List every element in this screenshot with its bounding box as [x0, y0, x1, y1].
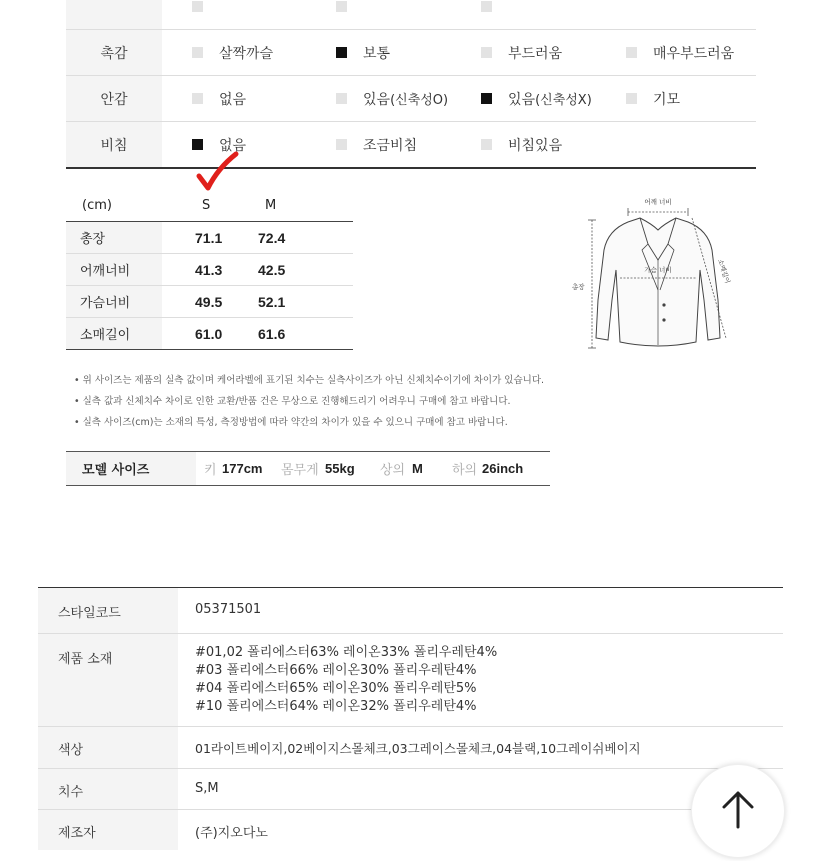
model-height-key: 키 — [204, 463, 217, 478]
info-label: 제품 소재 — [38, 634, 178, 726]
note-line: • 실측 값과 신체치수 차이로 인한 교환/반품 건은 무상으로 진행해드리기 어려우니 구매에 참고 바랍니다. — [74, 396, 511, 407]
option-label: 있음 — [363, 91, 391, 108]
model-top-key: 상의 — [380, 463, 406, 478]
attribute-row-top-cut — [66, 0, 756, 30]
info-label: 색상 — [38, 727, 178, 768]
size-value: 49.5 — [195, 293, 223, 310]
checkbox-checked-icon — [192, 139, 203, 150]
attribute-label: 비침 — [66, 122, 162, 167]
checkbox-icon — [192, 1, 203, 12]
size-value: 41.3 — [195, 261, 223, 278]
attribute-row-sheerness — [66, 122, 756, 169]
info-value: 01라이트베이지,02베이지스몰체크,03그레이스몰체크,04블랙,10그레이쉬베이지 — [195, 741, 641, 756]
chest-label: 가슴 너비 — [644, 266, 672, 274]
option-label: 부드러움 — [508, 45, 563, 62]
info-row-style-code — [38, 588, 783, 634]
size-row-chest — [66, 286, 353, 318]
attribute-row-lining — [66, 76, 756, 122]
size-header-s: S — [202, 198, 211, 213]
checkbox-icon — [192, 93, 203, 104]
checkbox-checked-icon — [481, 93, 492, 104]
info-label: 제조자 — [38, 810, 178, 850]
option-label: 조금비침 — [363, 137, 418, 154]
size-value: 42.5 — [258, 261, 286, 278]
shoulder-label: 어깨 너비 — [644, 198, 672, 206]
size-value: 71.1 — [195, 229, 223, 246]
checkbox-icon — [336, 93, 347, 104]
unit-label: (cm) — [82, 198, 112, 213]
option-detail: (신축성X) — [535, 93, 592, 108]
attribute-table — [66, 0, 756, 169]
info-value: (주)지오다노 — [195, 826, 268, 841]
note-line: • 실측 사이즈(cm)는 소재의 특성, 측정방법에 따라 약간의 차이가 있을 수 있으니 구매에 참고 바랍니다. — [74, 417, 508, 428]
model-weight-value: 55kg — [325, 461, 355, 476]
checkbox-icon — [192, 47, 203, 58]
option-label: 있음 — [508, 91, 536, 108]
size-row-label: 어깨너비 — [66, 254, 162, 285]
attribute-label: 촉감 — [66, 30, 162, 75]
option — [192, 30, 273, 75]
size-row-label: 소매길이 — [66, 318, 162, 349]
length-label: 총장 — [572, 283, 585, 291]
info-value: S,M — [195, 781, 219, 796]
checkbox-icon — [336, 139, 347, 150]
size-table — [66, 190, 353, 350]
checkbox-icon — [336, 1, 347, 12]
attribute-label-placeholder — [66, 0, 162, 29]
option — [481, 30, 562, 75]
option — [336, 30, 390, 75]
size-row-shoulder — [66, 254, 353, 286]
option-label: 비침있음 — [508, 137, 563, 154]
attribute-row-texture — [66, 30, 756, 76]
model-bottom-key: 하의 — [452, 463, 478, 478]
checkbox-icon — [626, 93, 637, 104]
size-header-m: M — [265, 198, 277, 213]
info-value: 05371501 — [195, 602, 262, 617]
model-bottom-value: 26inch — [482, 461, 524, 476]
size-row-label: 가슴너비 — [66, 286, 162, 317]
checkbox-icon — [626, 47, 637, 58]
model-height-value: 177cm — [222, 461, 263, 476]
option — [336, 76, 448, 121]
red-checkmark-icon — [196, 150, 240, 194]
option-label: 없음 — [219, 137, 247, 154]
option — [336, 122, 417, 167]
size-value: 61.0 — [195, 325, 223, 342]
option — [481, 122, 562, 167]
size-notes — [74, 370, 544, 433]
material-line: #10 폴리에스터64% 레이온32% 폴리우레탄4% — [195, 699, 477, 714]
material-line: #04 폴리에스터65% 레이온30% 폴리우레탄5% — [195, 681, 477, 696]
option-label: 살짝까슬 — [219, 45, 274, 62]
size-row-length — [66, 222, 353, 254]
size-row-sleeve — [66, 318, 353, 350]
option-label: 없음 — [219, 91, 247, 108]
option — [626, 76, 680, 121]
info-row-material — [38, 634, 783, 727]
model-size-row — [66, 451, 550, 486]
model-top-value: M — [412, 461, 423, 476]
info-row-maker — [38, 810, 783, 850]
size-table-header — [66, 190, 353, 222]
jacket-measurement-diagram — [568, 190, 740, 360]
info-value — [195, 644, 783, 716]
attribute-label: 안감 — [66, 76, 162, 121]
info-label: 치수 — [38, 769, 178, 809]
option-label: 매우부드러움 — [653, 45, 735, 62]
option-label: 기모 — [653, 91, 681, 108]
scroll-to-top-button[interactable] — [691, 764, 785, 858]
info-row-size — [38, 769, 783, 810]
info-label: 스타일코드 — [38, 588, 178, 633]
model-weight-key: 몸무게 — [281, 463, 319, 478]
size-value: 61.6 — [258, 325, 286, 342]
checkbox-icon — [481, 139, 492, 150]
sleeve-label: 소매길이 — [716, 258, 732, 285]
option — [192, 76, 246, 121]
material-line: #01,02 폴리에스터63% 레이온33% 폴리우레탄4% — [195, 645, 498, 660]
note-line: • 위 사이즈는 제품의 실측 값이며 케어라벨에 표기된 치수는 실측사이즈가 아닌 신체치수이기에 차이가 있습니다. — [74, 375, 545, 386]
checkbox-icon — [481, 1, 492, 12]
option — [481, 76, 592, 121]
info-row-color — [38, 727, 783, 769]
material-line: #03 폴리에스터66% 레이온30% 폴리우레탄4% — [195, 663, 477, 678]
arrow-up-icon — [692, 765, 784, 857]
checkbox-checked-icon — [336, 47, 347, 58]
size-row-label: 총장 — [66, 222, 162, 253]
model-size-label: 모델 사이즈 — [66, 452, 196, 485]
size-value: 72.4 — [258, 229, 286, 246]
product-info-table — [38, 587, 783, 850]
option-label: 보통 — [363, 45, 391, 62]
checkbox-icon — [481, 47, 492, 58]
option-detail: (신축성O) — [390, 93, 449, 108]
size-value: 52.1 — [258, 293, 286, 310]
option — [626, 30, 734, 75]
